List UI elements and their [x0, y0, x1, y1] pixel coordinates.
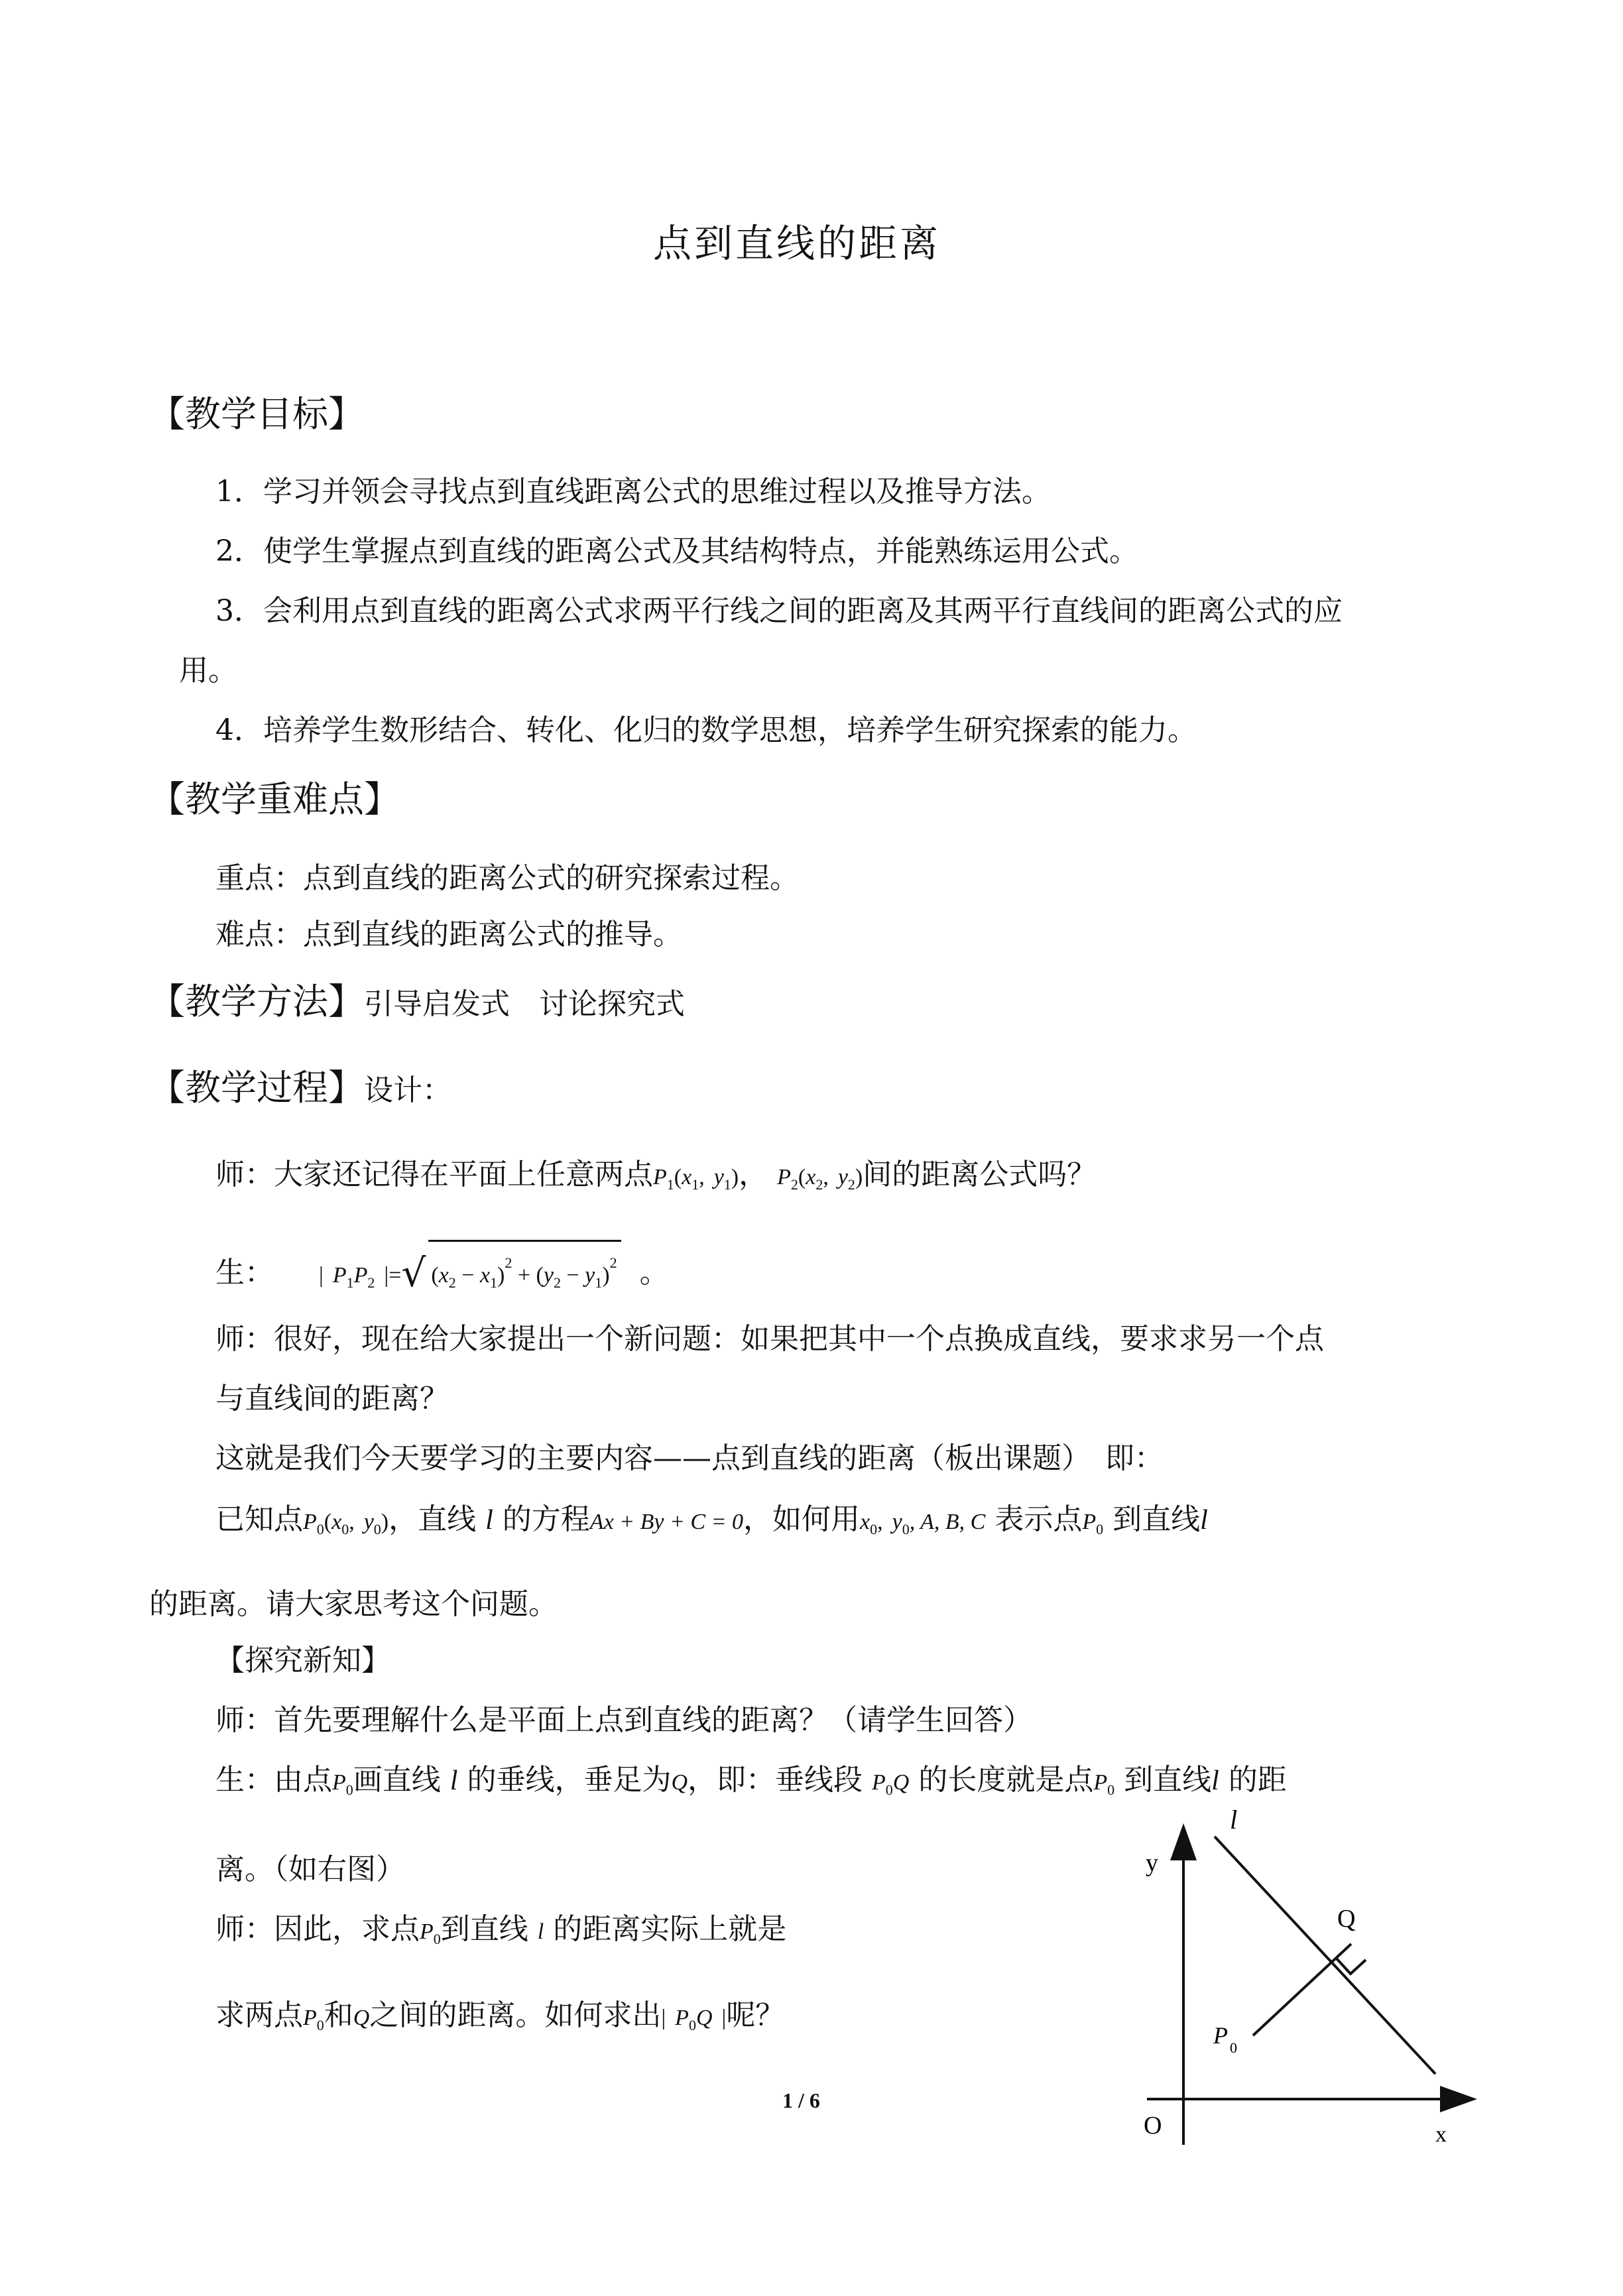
dialogue-teacher-1: 师：大家还记得在平面上任意两点$P_1(x_1$, $y_1$)， $P_2(x_2$, $y_2$)间的距离公式吗？: [215, 1158, 1097, 1193]
section-heading-process: 【教学过程】设计：: [149, 1067, 451, 1109]
origin-label: O: [1144, 2112, 1162, 2140]
dialogue-student-1: 生： | $P_1P_2$ |=√ $(x_2 - x_1)^2 + (y_2 - y_1)^2$ 。: [215, 1240, 669, 1303]
method-text: 引导启发式 讨论探究式: [364, 987, 685, 1021]
page-number: 1 / 6: [782, 2088, 820, 2112]
dialogue-student-2-cont: 离。（如右图）: [215, 1852, 405, 1886]
goal-4: 4．培养学生数形结合、转化、化归的数学思想，培养学生研究探索的能力。: [215, 713, 1197, 747]
point-line-distance-figure: [1127, 1810, 1485, 2155]
problem-statement: 已知点$P_0(x_0$, $y_0$)，直线 l 的方程Ax + By + C = 0，如何用$x_0$, $y_0$, A, B, C 表示点$P_0$ 到直线l: [215, 1502, 1208, 1538]
section-heading-goals: 【教学目标】: [149, 393, 364, 435]
goal-2: 2．使学生掌握点到直线的距离公式及其结构特点，并能熟练运用公式。: [215, 534, 1138, 568]
problem-statement-cont: 的距离。请大家思考这个问题。: [149, 1587, 558, 1621]
goal-3-cont: 用。: [179, 654, 237, 688]
radicand: $(x_2 - x_1)^2 + (y_2 - y_1)^2$: [428, 1240, 621, 1303]
dialogue-teacher-4-cont: 求两点$P_0$和Q之间的距离。如何求出| $P_0Q$ |呢？: [215, 1998, 785, 2033]
section-heading-key: 【教学重难点】: [149, 778, 400, 820]
dialogue-student-2: 生：由点$P_0$画直线 l 的垂线，垂足为Q，即：垂线段 $P_0Q$ 的长度就是点$P_0$ 到直线l 的距: [215, 1763, 1287, 1798]
difficult-point: 难点：点到直线的距离公式的推导。: [215, 918, 682, 951]
dialogue-teacher-4: 师：因此，求点$P_0$到直线 l 的距离实际上就是: [215, 1912, 787, 1947]
page-title: 点到直线的距离: [653, 221, 941, 266]
key-point: 重点：点到直线的距离公式的研究探索过程。: [215, 861, 799, 895]
radical-sign: √: [401, 1250, 426, 1296]
p0-label-sub: 0: [1230, 2039, 1237, 2056]
dialogue-teacher-2-cont: 与直线间的距离？: [215, 1382, 449, 1416]
goal-1: 1．学习并领会寻找点到直线距离公式的思维过程以及推导方法。: [215, 475, 1051, 509]
dialogue-teacher-3: 师：首先要理解什么是平面上点到直线的距离？（请学生回答）: [215, 1703, 1032, 1737]
line-l: [1215, 1837, 1435, 2074]
line-l-label: l: [1230, 1810, 1238, 1835]
y-axis-label: y: [1146, 1849, 1158, 1877]
dialogue-teacher-2: 师：很好，现在给大家提出一个新问题：如果把其中一个点换成直线，要求求另一个点: [215, 1322, 1324, 1356]
section-heading-method: 【教学方法】引导启发式 讨论探究式: [149, 981, 685, 1022]
process-text: 设计：: [364, 1073, 451, 1107]
goal-3: 3．会利用点到直线的距离公式求两平行线之间的距离及其两平行直线间的距离公式的应: [215, 594, 1343, 628]
subsection-explore: 【探究新知】: [215, 1644, 391, 1677]
x-axis-label: x: [1435, 2122, 1447, 2147]
q-label: Q: [1337, 1905, 1356, 1933]
p0-label: P: [1213, 2022, 1228, 2049]
dialogue-topic: 这就是我们今天要学习的主要内容——点到直线的距离（板出课题） 即：: [215, 1441, 1164, 1475]
